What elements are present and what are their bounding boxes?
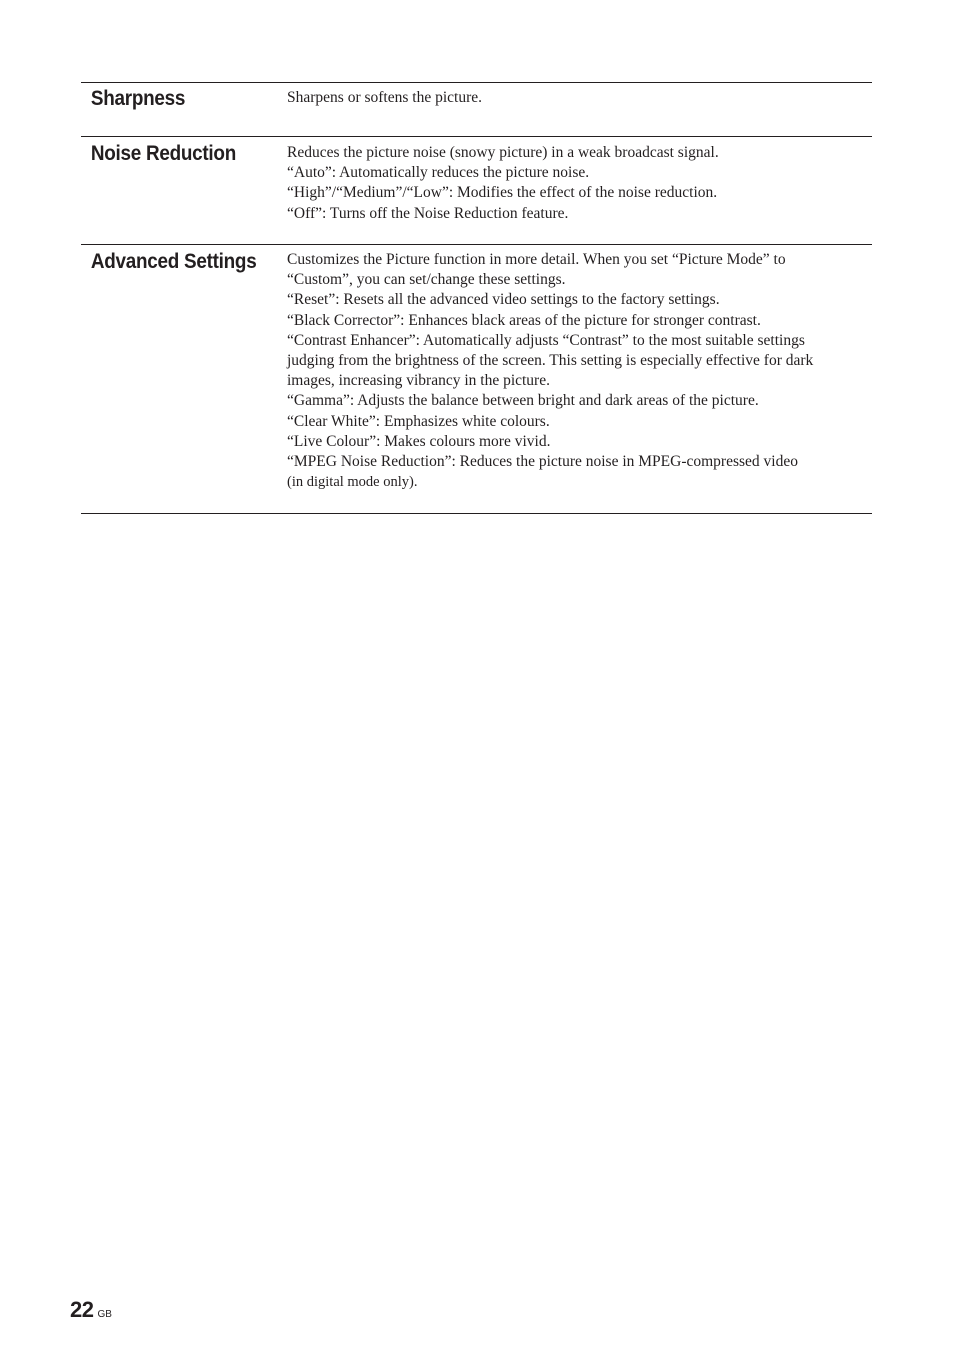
description-line: Customizes the Picture function in more detail. When you set “Picture Mode” to	[287, 251, 786, 268]
setting-row-advanced-settings	[81, 245, 872, 514]
setting-name: Noise Reduction	[90, 142, 236, 165]
setting-description	[287, 245, 872, 513]
description-line: images, increasing vibrancy in the picture.	[287, 372, 550, 390]
description-line: “Black Corrector”: Enhances black areas of the picture for stronger contrast.	[287, 311, 761, 329]
description-line: “Reset”: Resets all the advanced video settings to the factory settings.	[287, 291, 720, 309]
setting-name: Advanced Settings	[90, 250, 257, 273]
setting-description	[287, 137, 872, 244]
description-line: “Clear White”: Emphasizes white colours.	[287, 412, 550, 430]
setting-row-sharpness	[81, 83, 872, 137]
settings-table	[81, 82, 872, 514]
setting-name: Sharpness	[90, 87, 186, 110]
description-line: judging from the brightness of the screen. This setting is especially effective for dark	[287, 352, 814, 370]
setting-description	[287, 83, 872, 136]
page-number: 22	[70, 1297, 94, 1322]
description-line: “MPEG Noise Reduction”: Reduces the picture noise in MPEG-compressed video	[287, 453, 798, 471]
page-language-code: GB	[97, 1309, 112, 1320]
description-line: “Live Colour”: Makes colours more vivid.	[287, 432, 551, 450]
description-line: “Off”: Turns off the Noise Reduction feature.	[287, 204, 569, 222]
description-line: Reduces the picture noise (snowy picture) in a weak broadcast signal.	[287, 144, 719, 161]
description-line: “Gamma”: Adjusts the balance between bright and dark areas of the picture.	[287, 392, 759, 410]
description-line: “Contrast Enhancer”: Automatically adjusts “Contrast” to the most suitable settings	[287, 331, 805, 349]
page-footer	[70, 1297, 112, 1323]
description-line: Sharpens or softens the picture.	[287, 89, 482, 106]
description-line: “High”/“Medium”/“Low”: Modifies the effect of the noise reduction.	[287, 184, 718, 202]
description-line: “Auto”: Automatically reduces the picture noise.	[287, 164, 590, 182]
description-line: (in digital mode only).	[287, 474, 418, 491]
setting-row-noise-reduction	[81, 137, 872, 245]
description-line: “Custom”, you can set/change these settings.	[287, 271, 566, 289]
